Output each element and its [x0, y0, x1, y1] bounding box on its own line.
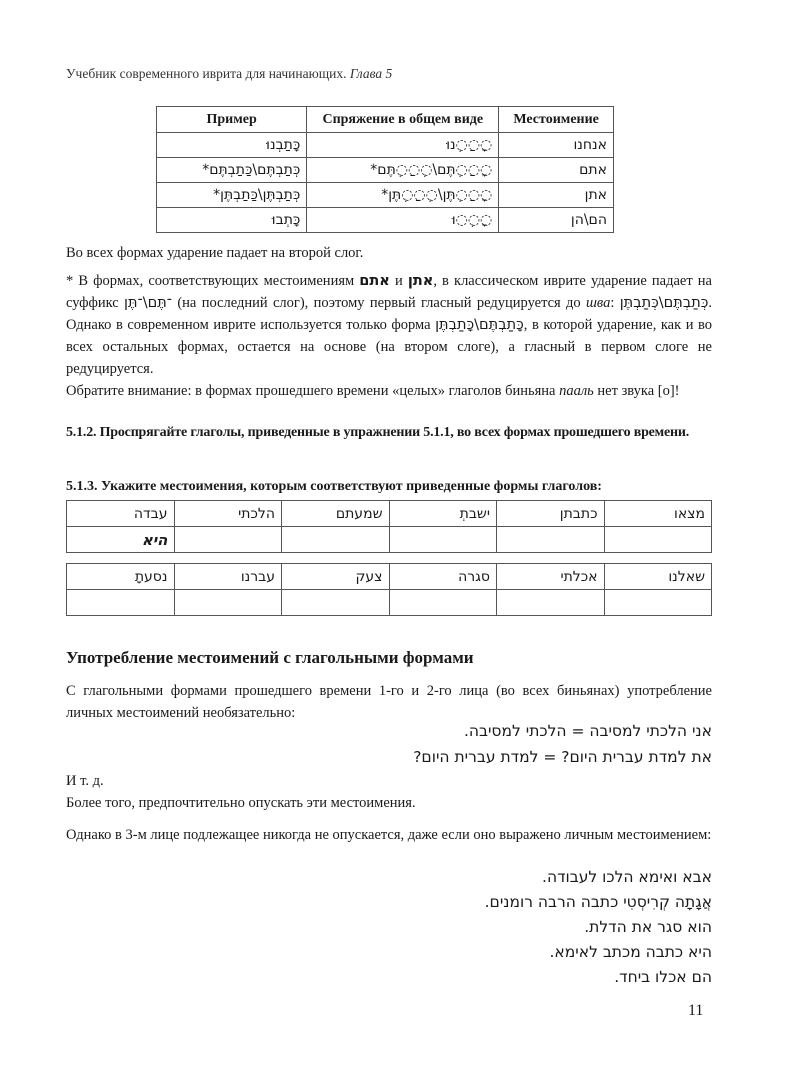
- verb-cell: מצאו: [604, 501, 712, 527]
- footnote-text: , в которой ударение, как и во всех остальных формах, остается на основе (на втором слоге), а гласный в первом слоге не редуцируется.: [66, 317, 712, 377]
- hebrew-example: היא כתבה מכתב לאימא.: [549, 943, 712, 961]
- attention-text: нет звука [о]!: [593, 383, 680, 399]
- hebrew-example: אֲגָתָה קְרִיסְטִי כתבה הרבה רומנים.: [484, 893, 712, 911]
- cell-general: ◌ָ◌ְ◌וּ: [307, 208, 499, 233]
- note-stress: Во всех формах ударение падает на второй слог.: [66, 245, 364, 261]
- footnote: [66, 270, 712, 380]
- more-text: Более того, предпочтительно опускать эти местоимения.: [66, 795, 416, 811]
- header-pronoun: Местоимение: [499, 107, 614, 133]
- conjugation-table: [156, 106, 614, 233]
- answer-cell[interactable]: [497, 590, 605, 616]
- exercise-5-1-3: 5.1.3. Укажите местоимения, которым соответствуют приведенные формы глаголов:: [66, 479, 602, 494]
- hebrew-example: הוא סגר את הדלת.: [584, 918, 712, 936]
- hebrew-word: אתם: [359, 273, 390, 289]
- page-number: 11: [688, 1002, 704, 1019]
- term-shva: шва: [585, 295, 611, 311]
- exercise-table-1: [66, 500, 712, 553]
- footnote-text: * В формах, соответствующих местоимениям: [66, 273, 360, 289]
- hebrew-word: אתן: [407, 273, 434, 289]
- answer-cell[interactable]: [174, 590, 282, 616]
- verb-row: [67, 501, 712, 527]
- hebrew-suffix: ־תֶּם\־תֶּן: [124, 295, 173, 311]
- attention-note: [66, 380, 712, 402]
- exercise-5-1-2: 5.1.2. Проспрягайте глаголы, приведенные в упражнении 5.1.1, во всех формах прошедшего времени.: [66, 425, 690, 440]
- answer-cell[interactable]: [389, 527, 497, 553]
- verb-cell: הלכתי: [174, 501, 282, 527]
- section-paragraph-1: С глагольными формами прошедшего времени 1-го и 2-го лица (во всех биньянах) употребление личных местоимений необязательно:: [66, 683, 712, 721]
- cell-general: ◌ָ◌ַ◌ְתֶּן\◌ְ◌ַ◌ְתֶּן*: [307, 183, 499, 208]
- footnote-text: . Однако в современном иврите используется только форма: [66, 295, 713, 333]
- verb-cell: סגרה: [389, 564, 497, 590]
- hebrew-example: אבא ואימא הלכו לעבודה.: [542, 868, 712, 886]
- verb-cell: שמעתם: [282, 501, 390, 527]
- table-row: [157, 183, 614, 208]
- section-paragraph-2: Однако в 3-м лице подлежащее никогда не опускается, даже если оно выражено личным местоимением:: [66, 827, 712, 843]
- cell-example: כָּתְבוּ: [157, 208, 307, 233]
- verb-cell: אכלתי: [497, 564, 605, 590]
- verb-cell: צעק: [282, 564, 390, 590]
- hebrew-example: אני הלכתי למסיבה = הלכתי למסיבה.: [463, 722, 712, 740]
- running-head: [66, 66, 392, 82]
- answer-cell[interactable]: [174, 527, 282, 553]
- verb-cell: ישבתְ: [389, 501, 497, 527]
- cell-example: כְּתַבְתֶּם\כַּתַבְתֶּם*: [157, 158, 307, 183]
- header-example: Пример: [157, 107, 307, 133]
- cell-example: כָּתַבְנוּ: [157, 133, 307, 158]
- hebrew-example: הם אכלו ביחד.: [614, 968, 712, 986]
- cell-general: ◌ָ◌ַ◌ְתֶּם\◌ְ◌ַ◌ְתֶּם*: [307, 158, 499, 183]
- table-row: [157, 208, 614, 233]
- attention-text: Обратите внимание: в формах прошедшего времени «целых» глаголов биньяна: [66, 383, 560, 399]
- answer-cell[interactable]: [282, 590, 390, 616]
- answer-cell[interactable]: [389, 590, 497, 616]
- footnote-text: и: [389, 273, 408, 289]
- answer-cell[interactable]: [497, 527, 605, 553]
- answer-cell[interactable]: היא: [67, 527, 175, 553]
- hebrew-word: כְּתַבְתֶּם\כְּתַבְתֶּן: [619, 295, 709, 311]
- footnote-text: (на последний слог), поэтому первый гласный редуцируется до: [172, 295, 586, 311]
- cell-pronoun: אנחנו: [499, 133, 614, 158]
- cell-example: כְּתַבְתֶּן\כַּתַבְתֶּן*: [157, 183, 307, 208]
- table-row: [157, 158, 614, 183]
- etc-text: И т. д.: [66, 773, 104, 789]
- running-head-title: Учебник современного иврита для начинающих.: [66, 66, 350, 81]
- answer-cell[interactable]: [282, 527, 390, 553]
- answer-cell[interactable]: [604, 590, 712, 616]
- cell-general: ◌ָ◌ַ◌ְנוּ: [307, 133, 499, 158]
- answer-cell[interactable]: [604, 527, 712, 553]
- running-head-chapter: Глава 5: [349, 66, 393, 81]
- verb-cell: עברנו: [174, 564, 282, 590]
- table-header-row: [157, 107, 614, 133]
- hebrew-word: כָּתַבְתֶּם\כָּתַבְתֶּן: [435, 317, 524, 333]
- section-title: Употребление местоимений с глагольными формами: [66, 648, 474, 667]
- cell-pronoun: אתם: [499, 158, 614, 183]
- table-row: [157, 133, 614, 158]
- term-binyan: пааль: [559, 383, 594, 399]
- verb-cell: כתבתן: [497, 501, 605, 527]
- cell-pronoun: הם\הן: [499, 208, 614, 233]
- footnote-text: :: [610, 295, 620, 311]
- hebrew-example: את למדת עברית היום? = למדת עברית היום?: [413, 748, 712, 766]
- verb-cell: נסעתָ: [67, 564, 175, 590]
- header-general: Спряжение в общем виде: [307, 107, 499, 133]
- verb-cell: עבדה: [67, 501, 175, 527]
- cell-pronoun: אתן: [499, 183, 614, 208]
- footnote-text: , в классическом иврите ударение падает на суффикс: [66, 273, 712, 311]
- answer-cell[interactable]: [67, 590, 175, 616]
- verb-cell: שאלנו: [604, 564, 712, 590]
- answer-row: [67, 590, 712, 616]
- answer-row: [67, 527, 712, 553]
- exercise-table-2: [66, 563, 712, 616]
- verb-row: [67, 564, 712, 590]
